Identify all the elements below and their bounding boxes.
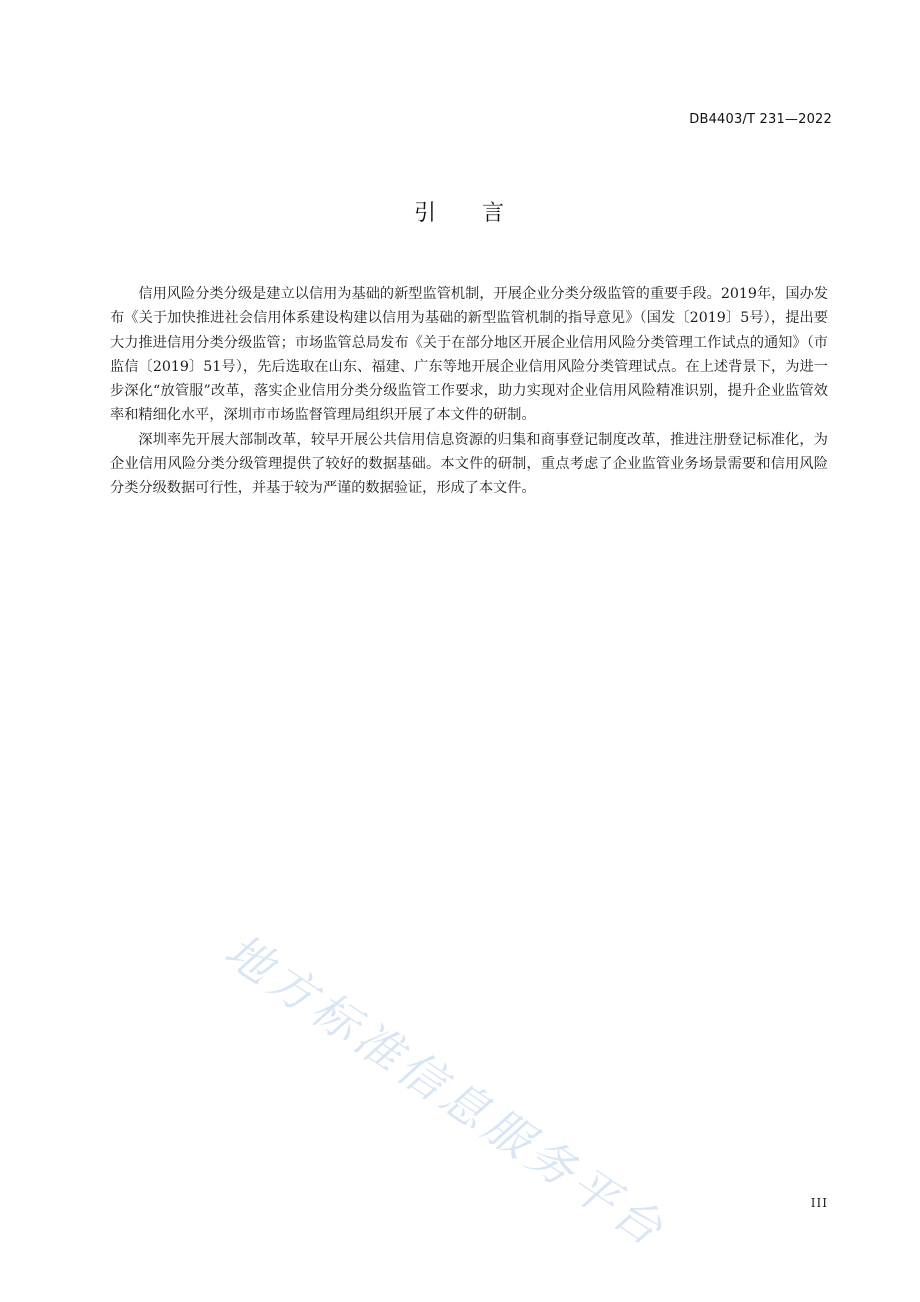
introduction-body — [110, 282, 828, 501]
section-title-char-1: 引 — [413, 201, 438, 226]
paragraph-1: 信用风险分类分级是建立以信用为基础的新型监管机制，开展企业分类分级监管的重要手段。2019年，国办发布《关于加快推进社会信用体系建设构建以信用为基础的新型监管机制的指导意见》（国发〔2019〕5号），提出要大力推进信用分类分级监管；市场监管总局发布《关于在部分地区开展企业信用风险分类管理工作试点的通知》（市监信〔2019〕51号），先后选取在山东、福建、广东等地开展企业信用风险分类管理试点。在上述背景下，为进一步深化“放管服”改革，落实企业信用分类分级监管工作要求，助力实现对企业信用风险精准识别，提升企业监管效率和精细化水平，深圳市市场监督管理局组织开展了本文件的研制。 — [110, 286, 828, 424]
page-number: III — [810, 1196, 828, 1210]
paragraph-2: 深圳率先开展大部制改革，较早开展公共信用信息资源的归集和商事登记制度改革，推进注册登记标准化，为企业信用风险分类分级管理提供了较好的数据基础。本文件的研制，重点考虑了企业监管业务场景需要和信用风险分类分级数据可行性，并基于较为严谨的数据验证，形成了本文件。 — [110, 431, 828, 497]
standard-code: DB4403/T 231—2022 — [689, 112, 832, 127]
watermark-text: 地方标准信息服务平台 — [215, 923, 677, 1259]
section-title-char-2: 言 — [482, 201, 507, 226]
section-title — [0, 196, 920, 227]
